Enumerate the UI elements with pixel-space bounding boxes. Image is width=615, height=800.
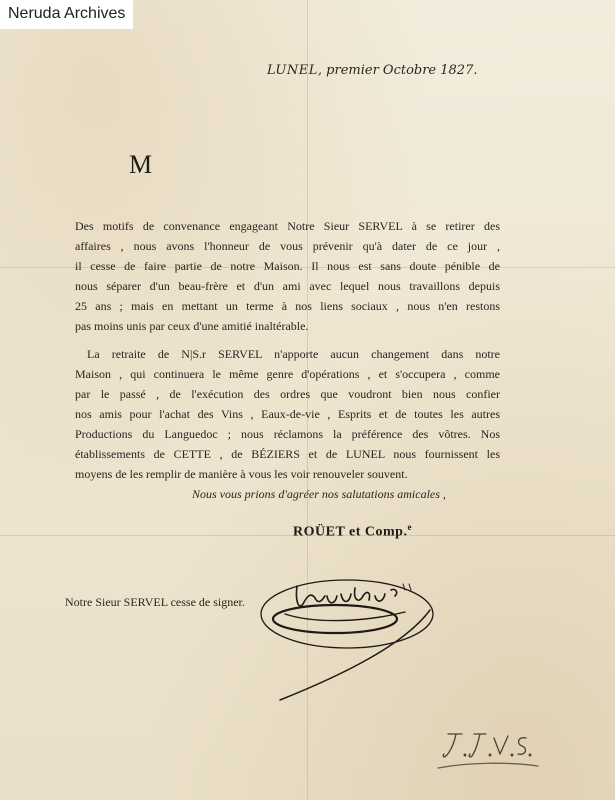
paragraph-line: établissements de CETTE , de BÉZIERS et de LUNEL nous fournissent les [75, 447, 500, 461]
paragraph-line: pas moins unis par ceux d'une amitié inaltérable. [75, 319, 309, 333]
signature-notice: Notre Sieur SERVEL cesse de signer. [65, 595, 245, 609]
paragraph-line: moyens de les remplir de manière à vous les voir renouveler souvent. [75, 467, 408, 481]
paragraph-2 [75, 344, 500, 484]
paragraph-line: affaires , nous avons l'honneur de vous prévenir qu'à dater de ce jour , [75, 239, 500, 253]
dateline [267, 63, 477, 78]
handwritten-signature [255, 574, 445, 704]
firm-name-text: ROÜET et Comp. [293, 524, 408, 540]
paragraph-line: nous séparer d'un beau-frère et d'un ami avec lequel nous travaillons depuis [75, 279, 500, 293]
archive-watermark: Neruda Archives [0, 0, 133, 29]
handwritten-initials [430, 722, 540, 777]
paragraph-line: nos amis pour l'achat des Vins , Eaux-de-vie , Esprits et de toutes les autres [75, 407, 500, 421]
paragraph-1 [75, 216, 500, 336]
paragraph-line: par le passé , de l'exécution des ordres que voudront bien nous confier [75, 387, 500, 401]
paragraph-line: Des motifs de convenance engageant Notre Sieur SERVEL à se retirer des [75, 219, 500, 233]
dateline-date: , premier Octobre 1827. [317, 63, 478, 78]
paragraph-line: Maison , qui continuera le même genre d'opérations , et s'occupera , comme [75, 367, 500, 381]
paragraph-line: Productions du Languedoc ; nous réclamons la préférence des vôtres. Nos [75, 427, 500, 441]
firm-name [293, 522, 412, 541]
paragraph-line: 25 ans ; mais en mettant un terme à nos liens sociaux , nous n'en restons [75, 299, 500, 313]
closing-line: Nous vous prions d'agréer nos salutations amicales , [192, 487, 446, 501]
firm-name-superscript: e [407, 522, 412, 532]
paragraph-line: La retraite de N|S.r SERVEL n'apporte aucun changement dans notre [87, 347, 500, 361]
dateline-city: LUNEL [267, 63, 318, 78]
paragraph-line: il cesse de faire partie de notre Maison. Il nous est sans doute pénible de [75, 259, 500, 273]
salutation: M [129, 150, 153, 179]
